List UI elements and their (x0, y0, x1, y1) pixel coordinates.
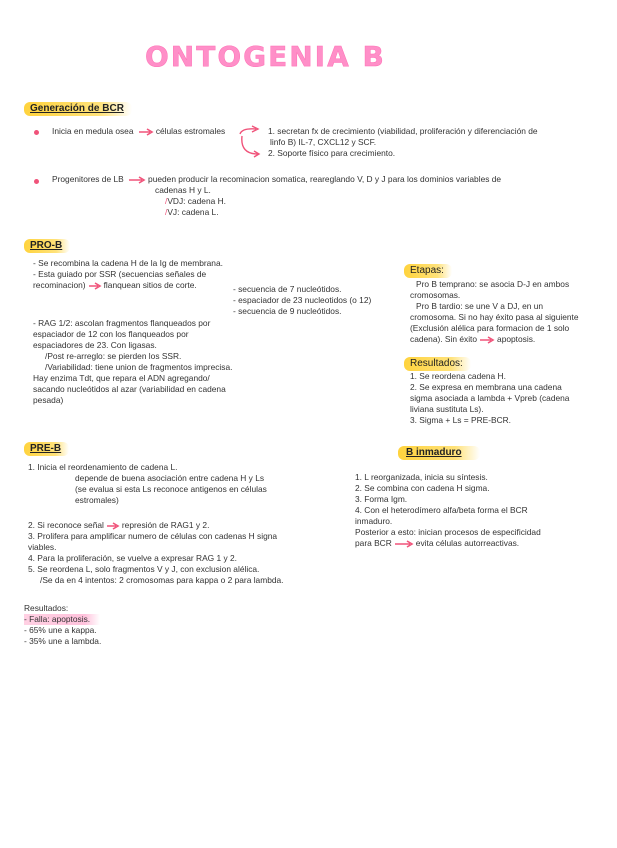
gen-bcr-bullet-2 (52, 174, 501, 185)
right-arrow-icon (138, 128, 154, 136)
gen-bcr-b2-l1: pueden producir la recominacion somatica, reareglando V, D y J para los dominios variables de (148, 174, 502, 184)
pro-b-l3 (33, 280, 223, 291)
etapas-l2: cromosomas. (410, 290, 461, 300)
pre-b-text-2 (28, 520, 284, 586)
page-title: ONTOGENIA B (145, 40, 386, 73)
gen-bcr-b2-l3-row (155, 196, 226, 207)
section-heading-gen-bcr: Generación de BCR (24, 102, 132, 116)
pro-b-l7: /Post re-arreglo: se pierden los SSR. (45, 351, 182, 361)
b-inmaduro-l7-post: evita células autorreactivas. (415, 538, 520, 548)
pro-b-l1: - Se recombina la cadena H de la Ig de membrana. (33, 258, 223, 268)
pre-b-l8: 4. Para la proliferación, se vuelve a expresar RAG 1 y 2. (28, 553, 238, 563)
resultados-preb-text (24, 603, 101, 647)
etapas-l6 (410, 334, 579, 345)
resultados-prob-l4: liviana sustituta Ls). (410, 404, 484, 414)
b-inmaduro-l4: 4. Con el heterodímero alfa/beta forma el BCR (355, 505, 528, 515)
pro-b-l11: pesada) (33, 395, 64, 405)
b-inmaduro-l2: 2. Se combina con cadena H sigma. (355, 483, 490, 493)
etapas-l3: Pro B tardio: se une V a DJ, en un (416, 301, 544, 311)
b-inmaduro-l3: 3. Forma Igm. (355, 494, 408, 504)
pre-b-l1: 1. Inicia el reordenamiento de cadena L. (28, 462, 178, 472)
resultados-prob-l3: sigma asociada a lambda + Vpreb (cadena (410, 393, 570, 403)
gen-bcr-b1-pre: Inicia en medula osea (52, 126, 134, 136)
gen-bcr-b2-l4: VJ: cadena L. (167, 207, 219, 217)
resultados-prob-text (410, 371, 569, 426)
pre-b-l3: (se evalua si esta Ls reconoce antigenos en células (75, 484, 267, 494)
bullet-icon (34, 130, 39, 135)
resultados-preb-heading: Resultados: (24, 603, 69, 613)
gen-bcr-bullet-1 (52, 126, 225, 137)
right-arrow-icon (106, 522, 120, 530)
pre-b-l5-pre: 2. Si reconoce señal (28, 520, 104, 530)
slash-mark: / (165, 196, 168, 206)
resultados-preb-l1: - Falla: apoptosis. (24, 614, 100, 625)
pro-b-l6: espaciadores de 23. Con ligasas. (33, 340, 157, 350)
pro-b-s1: - secuencia de 7 nucleótidos. (233, 284, 342, 294)
pro-b-l3-post: flanquean sitios de corte. (103, 280, 197, 290)
pre-b-l5 (28, 520, 284, 531)
section-heading-pre-b: PRE-B (24, 442, 69, 456)
gen-bcr-b2-l4-row (155, 207, 226, 218)
pro-b-s3: - secuencia de 9 nucleótidos. (233, 306, 342, 316)
section-heading-b-inmaduro: B inmaduro (398, 446, 480, 460)
section-heading-pro-b: PRO-B (24, 239, 70, 253)
etapas-l6-post: apoptosis. (497, 334, 536, 344)
right-arrow-icon (394, 540, 414, 548)
bullet-icon (34, 179, 39, 184)
resultados-prob-l1: 1. Se reordena cadena H. (410, 371, 506, 381)
pro-b-l4: - RAG 1/2: ascolan fragmentos flanqueados por (33, 318, 211, 328)
pro-b-l5: espaciador de 12 con los flanqueados por (33, 329, 189, 339)
pro-b-l8: /Variabilidad: tiene union de fragmentos imprecisa. (45, 362, 233, 372)
gen-bcr-branch1-l1: 1. secretan fx de crecimiento (viabilidad, proliferación y diferenciación de (268, 126, 538, 136)
pre-b-text (28, 462, 267, 506)
etapas-l4: cromosoma. Si no hay éxito pasa al siguiente (410, 312, 579, 322)
pre-b-l7: viables. (28, 542, 57, 552)
resultados-prob-l5: 3. Sigma + Ls = PRE-BCR. (410, 415, 512, 425)
right-arrow-icon (128, 176, 146, 184)
resultados-prob-l2: 2. Se expresa en membrana una cadena (410, 382, 562, 392)
pre-b-l5-post: represión de RAG1 y 2. (121, 520, 210, 530)
etapas-l5: (Exclusión alélica para formacion de 1 solo (410, 323, 570, 333)
pro-b-text-bottom (33, 318, 232, 406)
gen-bcr-b2-l2: cadenas H y L. (155, 185, 211, 195)
b-inmaduro-l7-pre: para BCR (355, 538, 392, 548)
etapas-text (410, 279, 579, 345)
pre-b-l10: /Se da en 4 intentos: 2 cromosomas para kappa o 2 para lambda. (40, 575, 284, 585)
pro-b-l10: sacando nucleótidos al azar (variabilidad en cadena (33, 384, 226, 394)
gen-bcr-branch1-l2: linfo B) IL-7, CXCL12 y SCF. (270, 137, 377, 147)
pro-b-l2: - Esta guiado por SSR (secuencias señales de (33, 269, 207, 279)
pro-b-l3-pre: recominacion) (33, 280, 86, 290)
gen-bcr-branches (268, 126, 538, 159)
right-arrow-icon (479, 336, 495, 344)
pre-b-l2: depende de buena asociación entre cadena H y Ls (75, 473, 265, 483)
b-inmaduro-l7 (355, 538, 541, 549)
b-inmaduro-text (355, 472, 541, 549)
b-inmaduro-l1: 1. L reorganizada, inicia su síntesis. (355, 472, 488, 482)
branch-arrows-icon (238, 124, 268, 160)
b-inmaduro-l6: Posterior a esto: inician procesos de especificidad (355, 527, 541, 537)
gen-bcr-b2-rest (155, 185, 226, 218)
pro-b-l9: Hay enzima Tdt, que repara el ADN agregando/ (33, 373, 210, 383)
gen-bcr-branch2: 2. Soporte físico para crecimiento. (268, 148, 396, 158)
gen-bcr-b1-post: células estromales (155, 126, 226, 136)
pro-b-s2: - espaciador de 23 nucleotidos (o 12) (233, 295, 372, 305)
resultados-prob-heading: Resultados: (404, 357, 471, 371)
resultados-preb-l2: - 65% une a kappa. (24, 625, 97, 635)
etapas-heading: Etapas: (404, 264, 452, 278)
etapas-l1: Pro B temprano: se asocia D-J en ambos (416, 279, 570, 289)
pre-b-l4: estromales) (75, 495, 119, 505)
pro-b-text-top (33, 258, 223, 291)
right-arrow-icon (88, 282, 102, 290)
pro-b-sequences (233, 284, 371, 317)
resultados-preb-l3: - 35% une a lambda. (24, 636, 102, 646)
gen-bcr-b2-l3: VDJ: cadena H. (167, 196, 226, 206)
b-inmaduro-l5: inmaduro. (355, 516, 393, 526)
pre-b-l9: 5. Se reordena L, solo fragmentos V y J, con exclusion alélica. (28, 564, 260, 574)
slash-mark: / (165, 207, 168, 217)
pre-b-l6: 3. Prolifera para amplificar numero de células con cadenas H signa (28, 531, 278, 541)
gen-bcr-b2-pre: Progenitores de LB (52, 174, 124, 184)
etapas-l6-pre: cadena). Sin éxito (410, 334, 478, 344)
